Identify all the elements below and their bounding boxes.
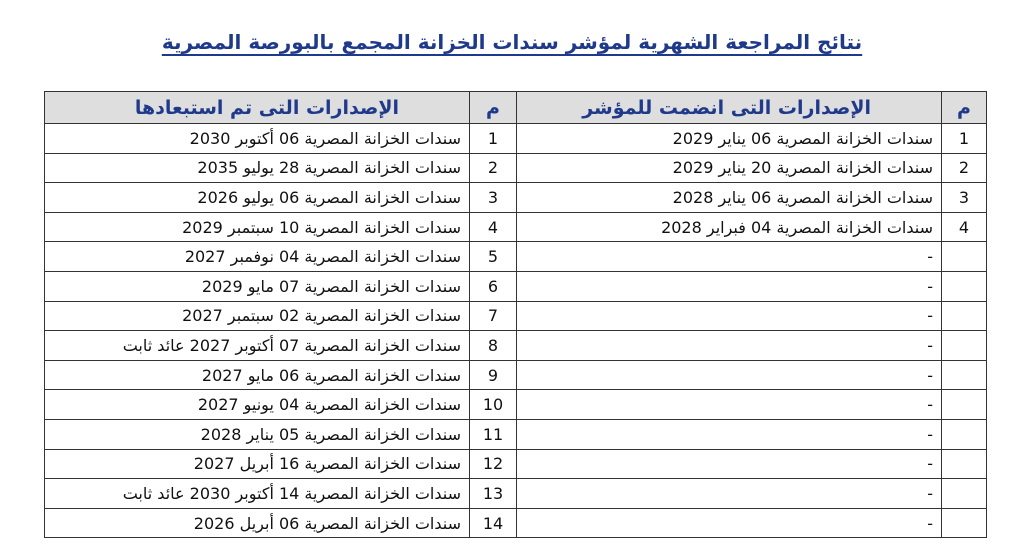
removed-index-cell: 5 bbox=[470, 242, 517, 272]
table-header-row bbox=[45, 92, 987, 124]
removed-index-cell: 4 bbox=[470, 212, 517, 242]
removed-index-cell: 1 bbox=[470, 124, 517, 154]
removed-index-cell: 10 bbox=[470, 390, 517, 420]
added-index-cell bbox=[942, 360, 987, 390]
added-index-cell: 4 bbox=[942, 212, 987, 242]
index-review-table bbox=[44, 91, 987, 538]
removed-index-cell: 3 bbox=[470, 183, 517, 213]
added-index-cell bbox=[942, 271, 987, 301]
header-index-added: م bbox=[942, 92, 987, 124]
removed-issue-cell: سندات الخزانة المصرية 28 يوليو 2035 bbox=[45, 153, 470, 183]
added-index-cell bbox=[942, 479, 987, 509]
added-issue-cell: سندات الخزانة المصرية 04 فبراير 2028 bbox=[517, 212, 942, 242]
removed-issue-cell: سندات الخزانة المصرية 06 يوليو 2026 bbox=[45, 183, 470, 213]
table-row bbox=[45, 331, 987, 361]
added-issue-cell: سندات الخزانة المصرية 20 يناير 2029 bbox=[517, 153, 942, 183]
added-issue-cell: سندات الخزانة المصرية 06 يناير 2029 bbox=[517, 124, 942, 154]
table-row bbox=[45, 242, 987, 272]
table-row bbox=[45, 390, 987, 420]
removed-index-cell: 9 bbox=[470, 360, 517, 390]
table-row bbox=[45, 212, 987, 242]
table-row bbox=[45, 301, 987, 331]
added-issue-cell: - bbox=[517, 271, 942, 301]
removed-index-cell: 12 bbox=[470, 449, 517, 479]
header-added-issues: الإصدارات التى انضمت للمؤشر bbox=[517, 92, 942, 124]
added-issue-cell: - bbox=[517, 508, 942, 538]
added-index-cell: 1 bbox=[942, 124, 987, 154]
table-row bbox=[45, 479, 987, 509]
added-issue-cell: سندات الخزانة المصرية 06 يناير 2028 bbox=[517, 183, 942, 213]
added-issue-cell: - bbox=[517, 449, 942, 479]
added-issue-cell: - bbox=[517, 242, 942, 272]
removed-issue-cell: سندات الخزانة المصرية 16 أبريل 2027 bbox=[45, 449, 470, 479]
removed-issue-cell: سندات الخزانة المصرية 06 أبريل 2026 bbox=[45, 508, 470, 538]
removed-issue-cell: سندات الخزانة المصرية 07 أكتوبر 2027 عائد ثابت bbox=[45, 331, 470, 361]
table-body bbox=[45, 124, 987, 538]
removed-issue-cell: سندات الخزانة المصرية 06 أكتوبر 2030 bbox=[45, 124, 470, 154]
removed-issue-cell: سندات الخزانة المصرية 04 يونيو 2027 bbox=[45, 390, 470, 420]
removed-issue-cell: سندات الخزانة المصرية 10 سبتمبر 2029 bbox=[45, 212, 470, 242]
added-issue-cell: - bbox=[517, 301, 942, 331]
removed-index-cell: 14 bbox=[470, 508, 517, 538]
removed-index-cell: 13 bbox=[470, 479, 517, 509]
added-issue-cell: - bbox=[517, 479, 942, 509]
table-row bbox=[45, 360, 987, 390]
removed-issue-cell: سندات الخزانة المصرية 04 نوفمبر 2027 bbox=[45, 242, 470, 272]
removed-issue-cell: سندات الخزانة المصرية 14 أكتوبر 2030 عائد ثابت bbox=[45, 479, 470, 509]
removed-issue-cell: سندات الخزانة المصرية 07 مايو 2029 bbox=[45, 271, 470, 301]
header-removed-issues: الإصدارات التى تم استبعادها bbox=[45, 92, 470, 124]
added-issue-cell: - bbox=[517, 331, 942, 361]
added-issue-cell: - bbox=[517, 419, 942, 449]
added-index-cell bbox=[942, 301, 987, 331]
table-row bbox=[45, 449, 987, 479]
removed-index-cell: 11 bbox=[470, 419, 517, 449]
added-index-cell bbox=[942, 331, 987, 361]
table-row bbox=[45, 419, 987, 449]
removed-issue-cell: سندات الخزانة المصرية 02 سبتمبر 2027 bbox=[45, 301, 470, 331]
removed-index-cell: 8 bbox=[470, 331, 517, 361]
removed-issue-cell: سندات الخزانة المصرية 06 مايو 2027 bbox=[45, 360, 470, 390]
removed-index-cell: 6 bbox=[470, 271, 517, 301]
table-row bbox=[45, 183, 987, 213]
table-row bbox=[45, 124, 987, 154]
added-issue-cell: - bbox=[517, 390, 942, 420]
added-index-cell bbox=[942, 449, 987, 479]
table-row bbox=[45, 271, 987, 301]
table-row bbox=[45, 508, 987, 538]
added-index-cell: 3 bbox=[942, 183, 987, 213]
added-index-cell: 2 bbox=[942, 153, 987, 183]
removed-issue-cell: سندات الخزانة المصرية 05 يناير 2028 bbox=[45, 419, 470, 449]
added-index-cell bbox=[942, 419, 987, 449]
added-issue-cell: - bbox=[517, 360, 942, 390]
removed-index-cell: 2 bbox=[470, 153, 517, 183]
page-title: نتائج المراجعة الشهرية لمؤشر سندات الخزانة المجمع بالبورصة المصرية bbox=[161, 30, 863, 54]
header-index-removed: م bbox=[470, 92, 517, 124]
added-index-cell bbox=[942, 242, 987, 272]
added-index-cell bbox=[942, 508, 987, 538]
table-row bbox=[45, 153, 987, 183]
added-index-cell bbox=[942, 390, 987, 420]
removed-index-cell: 7 bbox=[470, 301, 517, 331]
